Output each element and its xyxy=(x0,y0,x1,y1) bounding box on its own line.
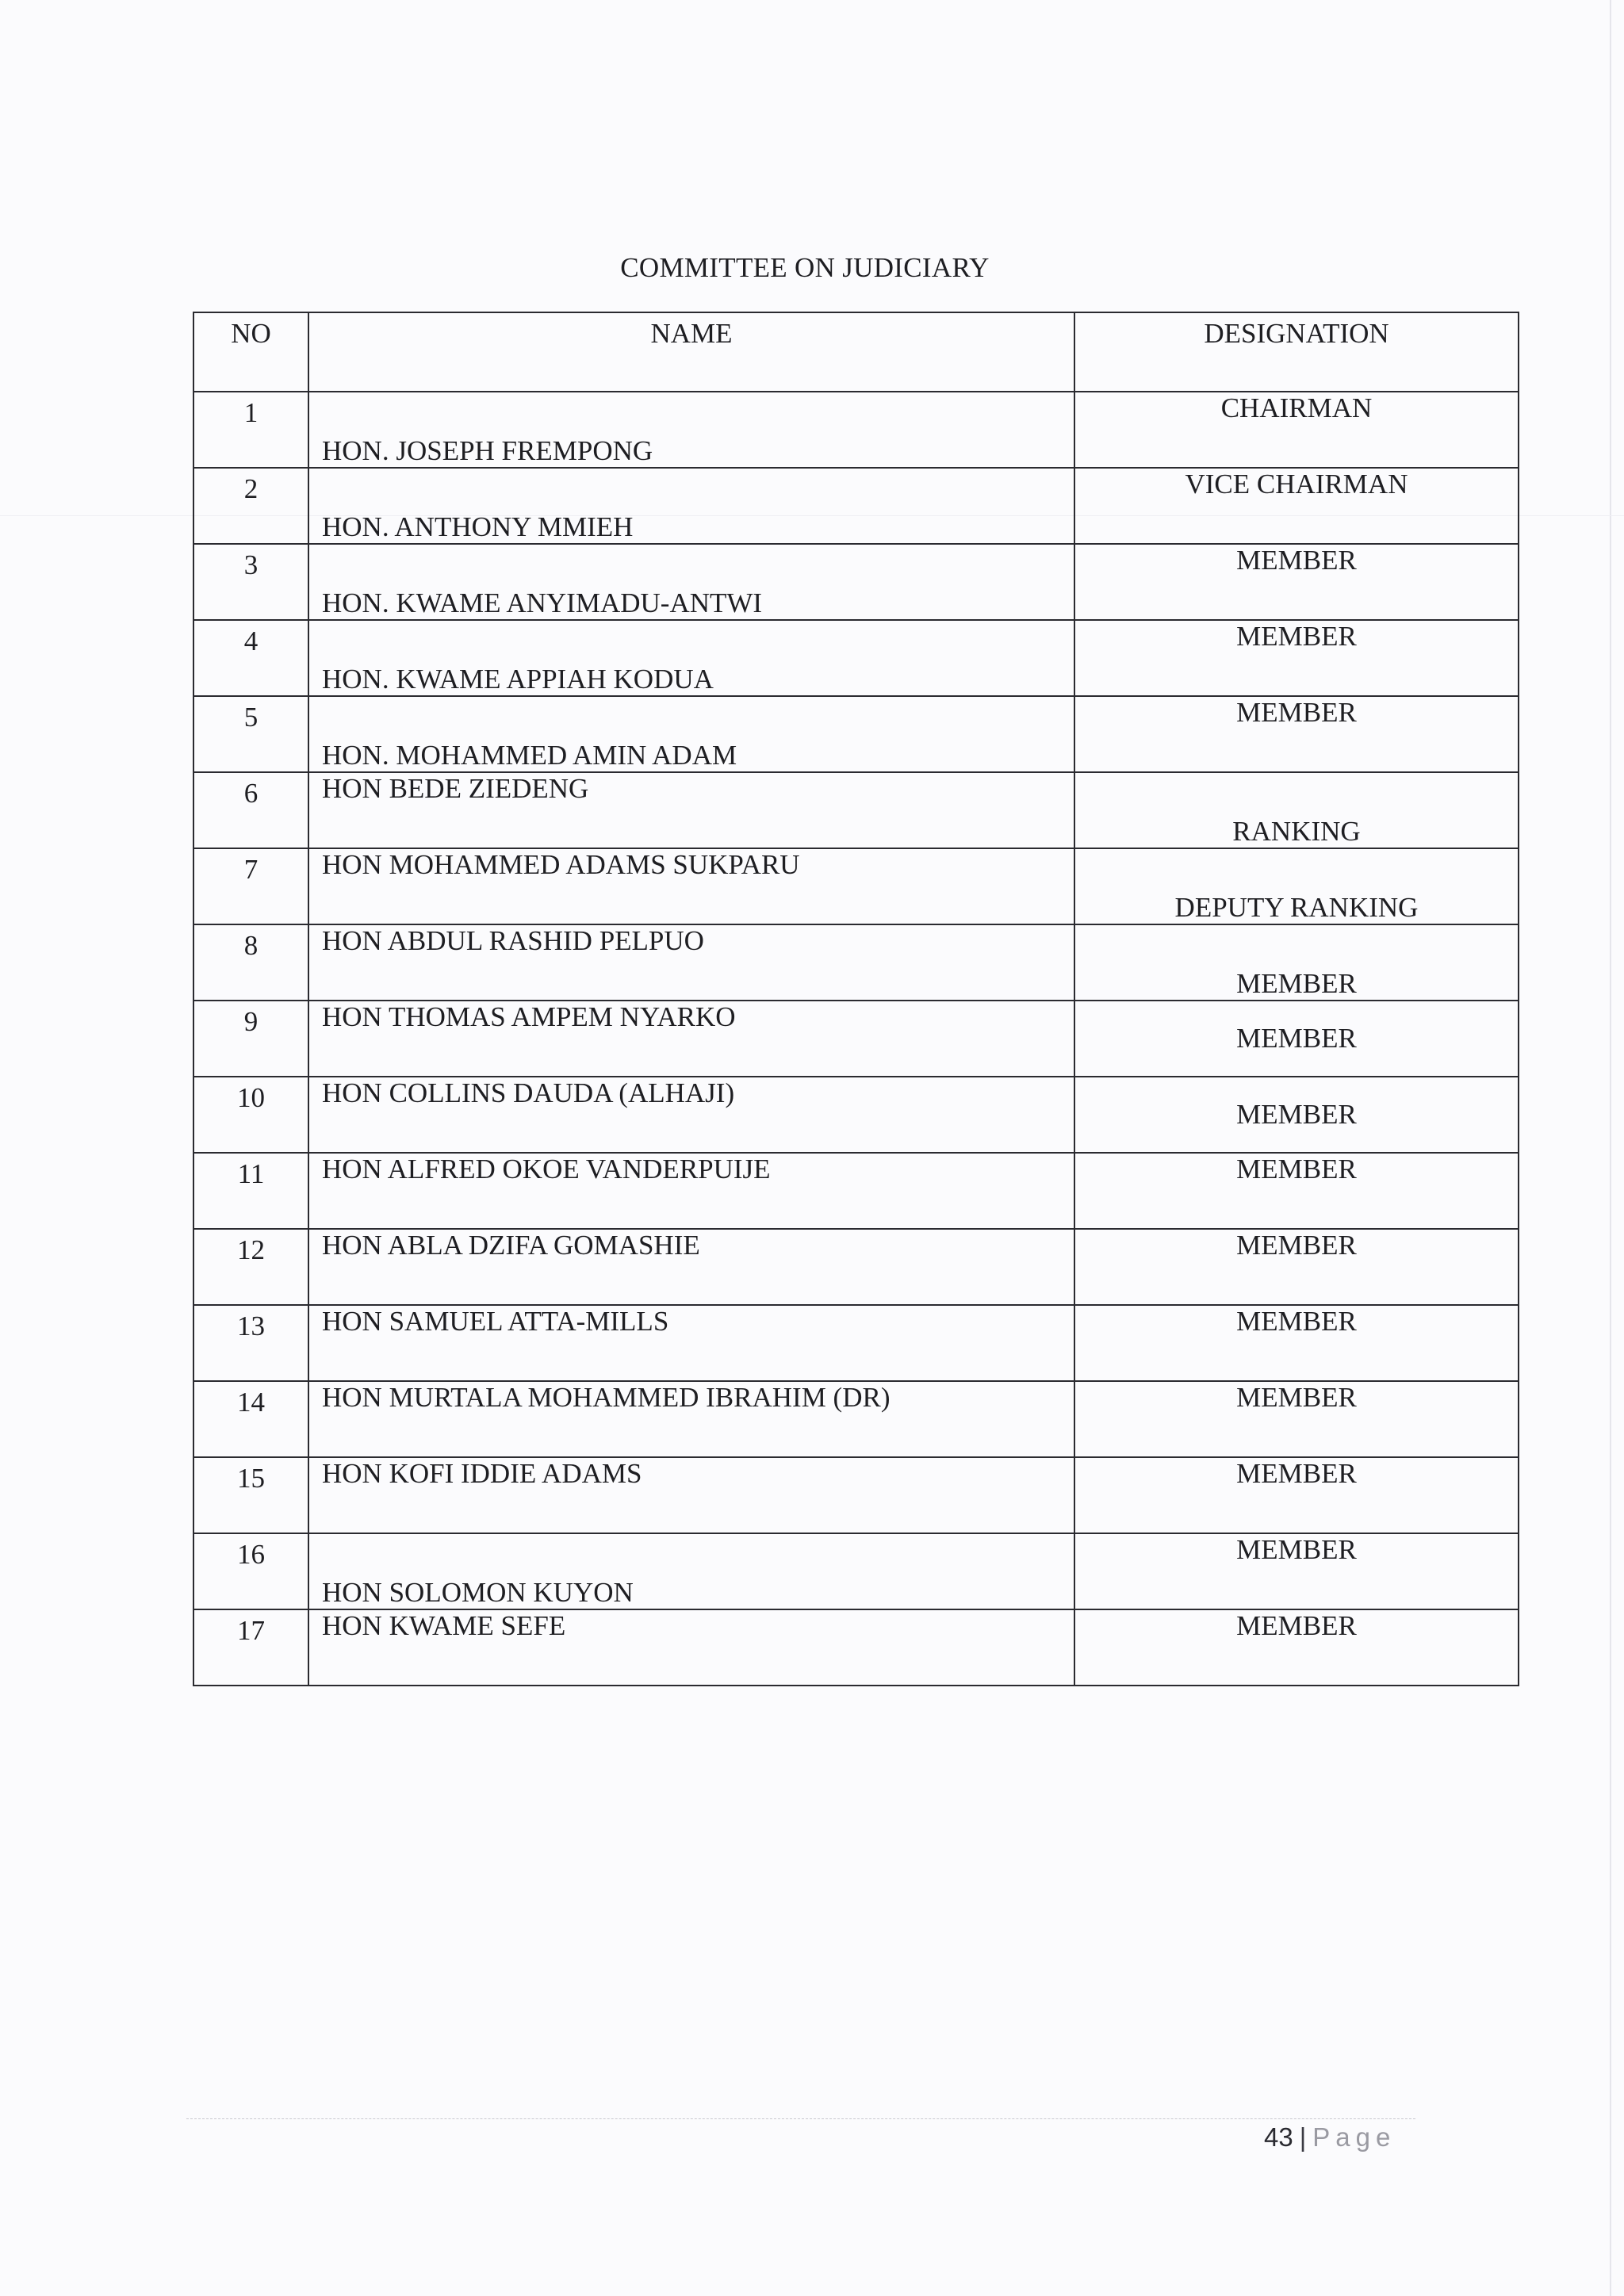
row-designation: MEMBER xyxy=(1074,696,1519,772)
table-header-row xyxy=(193,312,1519,392)
row-no: 12 xyxy=(193,1229,308,1305)
table-row xyxy=(193,848,1519,924)
row-name: HON SOLOMON KUYON xyxy=(308,1533,1074,1609)
row-name: HON ABDUL RASHID PELPUO xyxy=(308,924,1074,1001)
row-designation: MEMBER xyxy=(1074,1001,1519,1077)
table-row xyxy=(193,1001,1519,1077)
table-row xyxy=(193,924,1519,1001)
row-name: HON ABLA DZIFA GOMASHIE xyxy=(308,1229,1074,1305)
table-row xyxy=(193,468,1519,544)
table-row xyxy=(193,392,1519,468)
row-designation: MEMBER xyxy=(1074,924,1519,1001)
row-name: HON BEDE ZIEDENG xyxy=(308,772,1074,848)
table-row xyxy=(193,772,1519,848)
row-name: HON. JOSEPH FREMPONG xyxy=(308,392,1074,468)
header-no: NO xyxy=(193,312,308,392)
row-name: HON. KWAME APPIAH KODUA xyxy=(308,620,1074,696)
page-footer xyxy=(1264,2122,1396,2152)
row-designation: VICE CHAIRMAN xyxy=(1074,468,1519,544)
row-designation: MEMBER xyxy=(1074,1533,1519,1609)
row-designation: MEMBER xyxy=(1074,1229,1519,1305)
table-row xyxy=(193,1609,1519,1686)
row-no: 13 xyxy=(193,1305,308,1381)
footer-divider xyxy=(186,2118,1415,2119)
table-row xyxy=(193,1305,1519,1381)
row-designation: RANKING xyxy=(1074,772,1519,848)
row-no: 8 xyxy=(193,924,308,1001)
committee-members-table xyxy=(193,312,1519,1686)
row-name: HON. KWAME ANYIMADU-ANTWI xyxy=(308,544,1074,620)
footer-separator: | xyxy=(1299,2122,1307,2152)
row-no: 14 xyxy=(193,1381,308,1457)
row-no: 4 xyxy=(193,620,308,696)
row-no: 16 xyxy=(193,1533,308,1609)
page-edge xyxy=(1610,0,1611,2296)
row-designation: MEMBER xyxy=(1074,620,1519,696)
row-no: 1 xyxy=(193,392,308,468)
header-name: NAME xyxy=(308,312,1074,392)
table-row xyxy=(193,544,1519,620)
row-name: HON MURTALA MOHAMMED IBRAHIM (DR) xyxy=(308,1381,1074,1457)
row-designation: MEMBER xyxy=(1074,1457,1519,1533)
row-designation: MEMBER xyxy=(1074,1609,1519,1686)
table-row xyxy=(193,1153,1519,1229)
row-name: HON SAMUEL ATTA-MILLS xyxy=(308,1305,1074,1381)
row-designation: MEMBER xyxy=(1074,1305,1519,1381)
table-row xyxy=(193,620,1519,696)
row-no: 5 xyxy=(193,696,308,772)
row-name: HON COLLINS DAUDA (ALHAJI) xyxy=(308,1077,1074,1153)
row-name: HON. MOHAMMED AMIN ADAM xyxy=(308,696,1074,772)
row-no: 15 xyxy=(193,1457,308,1533)
row-no: 2 xyxy=(193,468,308,544)
page-word: Page xyxy=(1312,2122,1396,2152)
row-no: 11 xyxy=(193,1153,308,1229)
page-number: 43 xyxy=(1264,2122,1293,2152)
row-designation: DEPUTY RANKING xyxy=(1074,848,1519,924)
table-row xyxy=(193,1381,1519,1457)
row-no: 7 xyxy=(193,848,308,924)
table-row xyxy=(193,1457,1519,1533)
row-no: 9 xyxy=(193,1001,308,1077)
row-name: HON ALFRED OKOE VANDERPUIJE xyxy=(308,1153,1074,1229)
header-designation: DESIGNATION xyxy=(1074,312,1519,392)
row-no: 6 xyxy=(193,772,308,848)
table-row xyxy=(193,696,1519,772)
table-row xyxy=(193,1229,1519,1305)
row-no: 17 xyxy=(193,1609,308,1686)
table-row xyxy=(193,1077,1519,1153)
row-designation: MEMBER xyxy=(1074,1153,1519,1229)
table-row xyxy=(193,1533,1519,1609)
document-title: COMMITTEE ON JUDICIARY xyxy=(620,252,990,283)
row-name: HON MOHAMMED ADAMS SUKPARU xyxy=(308,848,1074,924)
row-designation: MEMBER xyxy=(1074,1077,1519,1153)
row-designation: CHAIRMAN xyxy=(1074,392,1519,468)
row-no: 3 xyxy=(193,544,308,620)
row-no: 10 xyxy=(193,1077,308,1153)
row-name: HON KOFI IDDIE ADAMS xyxy=(308,1457,1074,1533)
row-name: HON THOMAS AMPEM NYARKO xyxy=(308,1001,1074,1077)
row-name: HON KWAME SEFE xyxy=(308,1609,1074,1686)
row-designation: MEMBER xyxy=(1074,1381,1519,1457)
row-designation: MEMBER xyxy=(1074,544,1519,620)
row-name: HON. ANTHONY MMIEH xyxy=(308,468,1074,544)
